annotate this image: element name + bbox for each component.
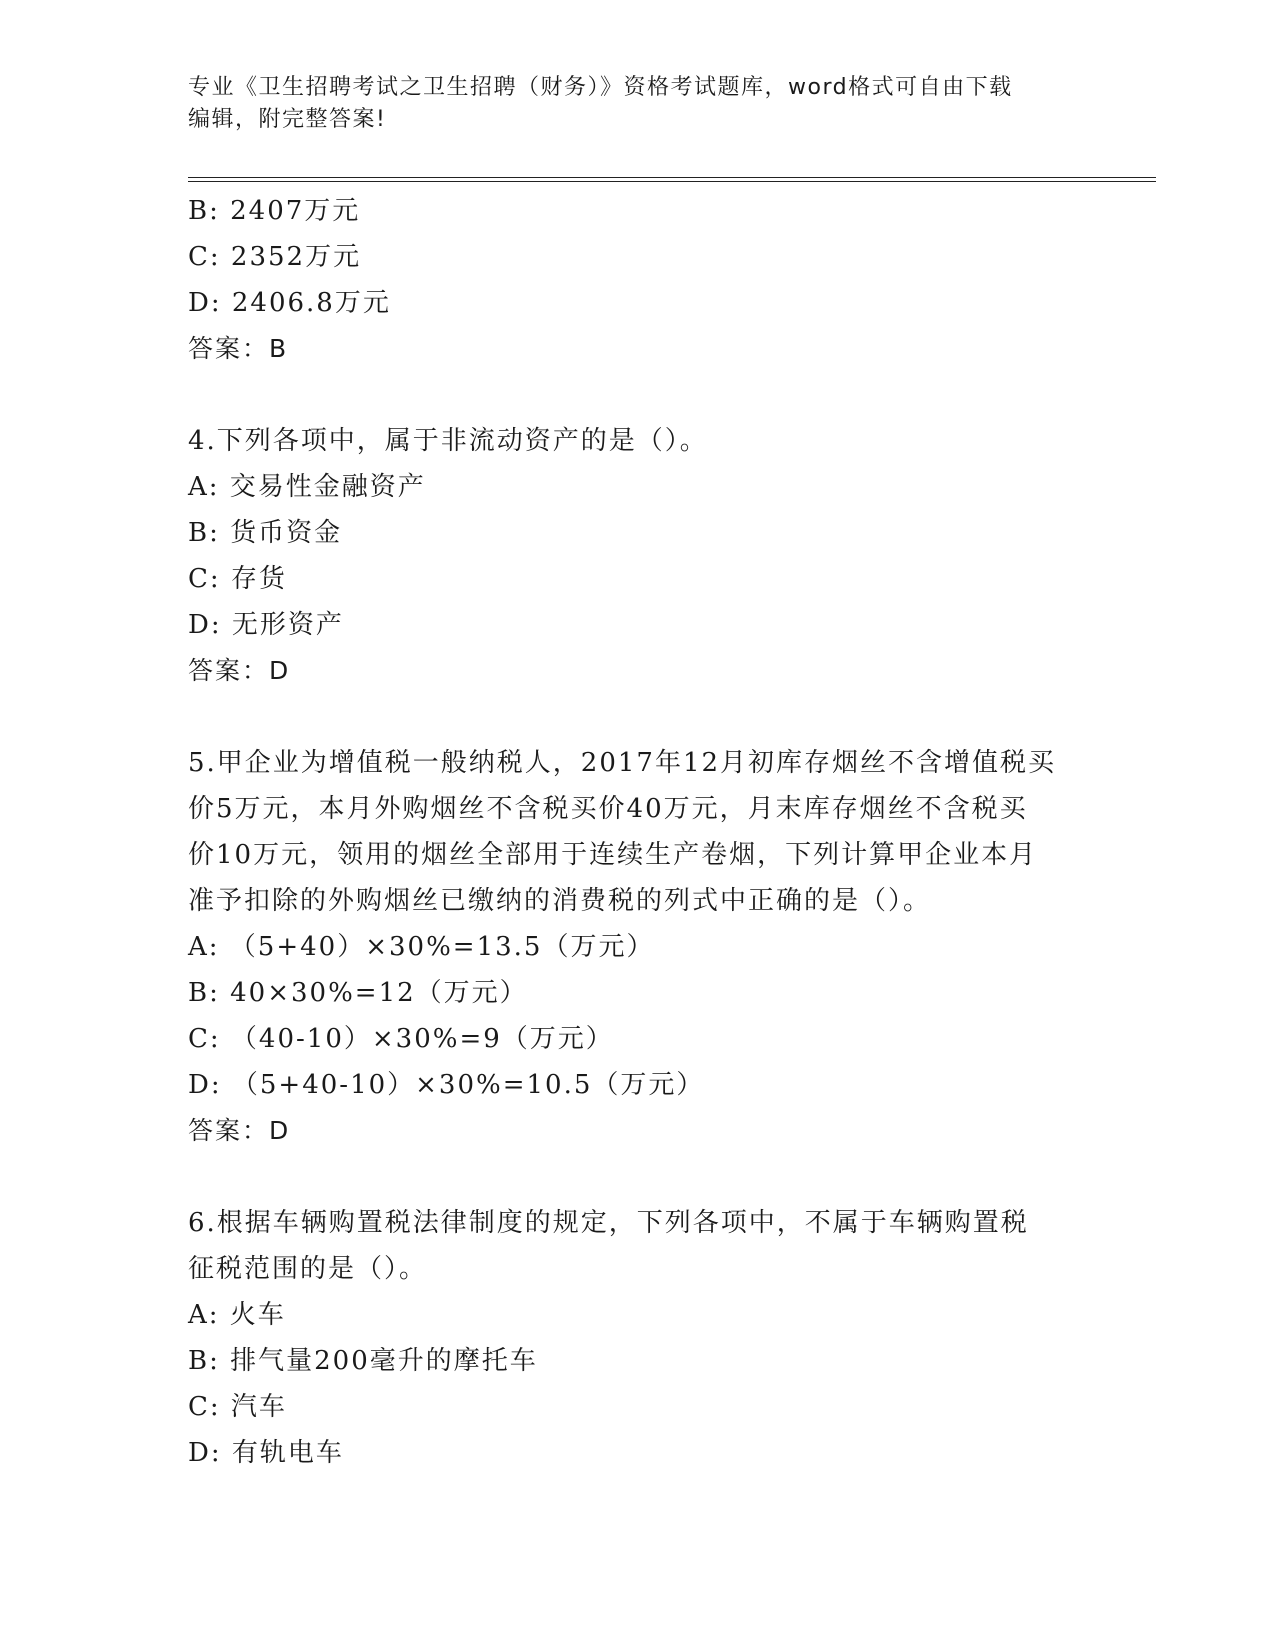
question-stem-line-2: 价5万元，本月外购烟丝不含税买价40万元，月末库存烟丝不含税买 <box>188 794 1028 824</box>
option-a: A: 火车 <box>188 1300 286 1330</box>
question-stem-line-1: 5.甲企业为增值税一般纳税人，2017年12月初库存烟丝不含增值税买 <box>188 748 1057 778</box>
answer-line: 答案：B <box>188 334 289 363</box>
question-3 <box>188 188 1088 372</box>
option-c: C: 存货 <box>188 564 287 594</box>
option-c: C: （40-10）×30%=9（万元） <box>188 1024 614 1054</box>
question-stem: 4.下列各项中，属于非流动资产的是（）。 <box>188 426 708 456</box>
option-b: B: 40×30%=12（万元） <box>188 978 528 1008</box>
question-content <box>188 188 1088 1476</box>
option-b: B: 排气量200毫升的摩托车 <box>188 1346 538 1376</box>
option-d: D: 有轨电车 <box>188 1438 344 1468</box>
question-5 <box>188 740 1088 1154</box>
answer-line: 答案：D <box>188 656 291 685</box>
question-stem-line-4: 准予扣除的外购烟丝已缴纳的消费税的列式中正确的是（）。 <box>188 886 932 916</box>
spacer <box>188 372 1088 418</box>
option-b: B: 货币资金 <box>188 518 343 548</box>
header-line-2: 编辑，附完整答案! <box>188 107 387 132</box>
spacer <box>188 1154 1088 1200</box>
option-b: B: 2407万元 <box>188 196 361 226</box>
option-d: D: 无形资产 <box>188 610 344 640</box>
option-d: D: （5+40-10）×30%=10.5（万元） <box>188 1070 705 1100</box>
option-a: A: （5+40）×30%=13.5（万元） <box>188 932 655 962</box>
page-header <box>188 72 1068 136</box>
option-a: A: 交易性金融资产 <box>188 472 426 502</box>
header-line-1: 专业《卫生招聘考试之卫生招聘（财务）》资格考试题库，word格式可自由下载 <box>188 75 1013 100</box>
option-d: D: 2406.8万元 <box>188 288 391 318</box>
spacer <box>188 694 1088 740</box>
question-4 <box>188 418 1088 694</box>
answer-line: 答案：D <box>188 1116 291 1145</box>
header-divider <box>188 177 1156 182</box>
question-stem-line-3: 价10万元，领用的烟丝全部用于连续生产卷烟，下列计算甲企业本月 <box>188 840 1038 870</box>
option-c: C: 汽车 <box>188 1392 287 1422</box>
question-stem-line-1: 6.根据车辆购置税法律制度的规定，下列各项中，不属于车辆购置税 <box>188 1208 1029 1238</box>
question-6 <box>188 1200 1088 1476</box>
question-stem-line-2: 征税范围的是（）。 <box>188 1254 428 1284</box>
option-c: C: 2352万元 <box>188 242 362 272</box>
